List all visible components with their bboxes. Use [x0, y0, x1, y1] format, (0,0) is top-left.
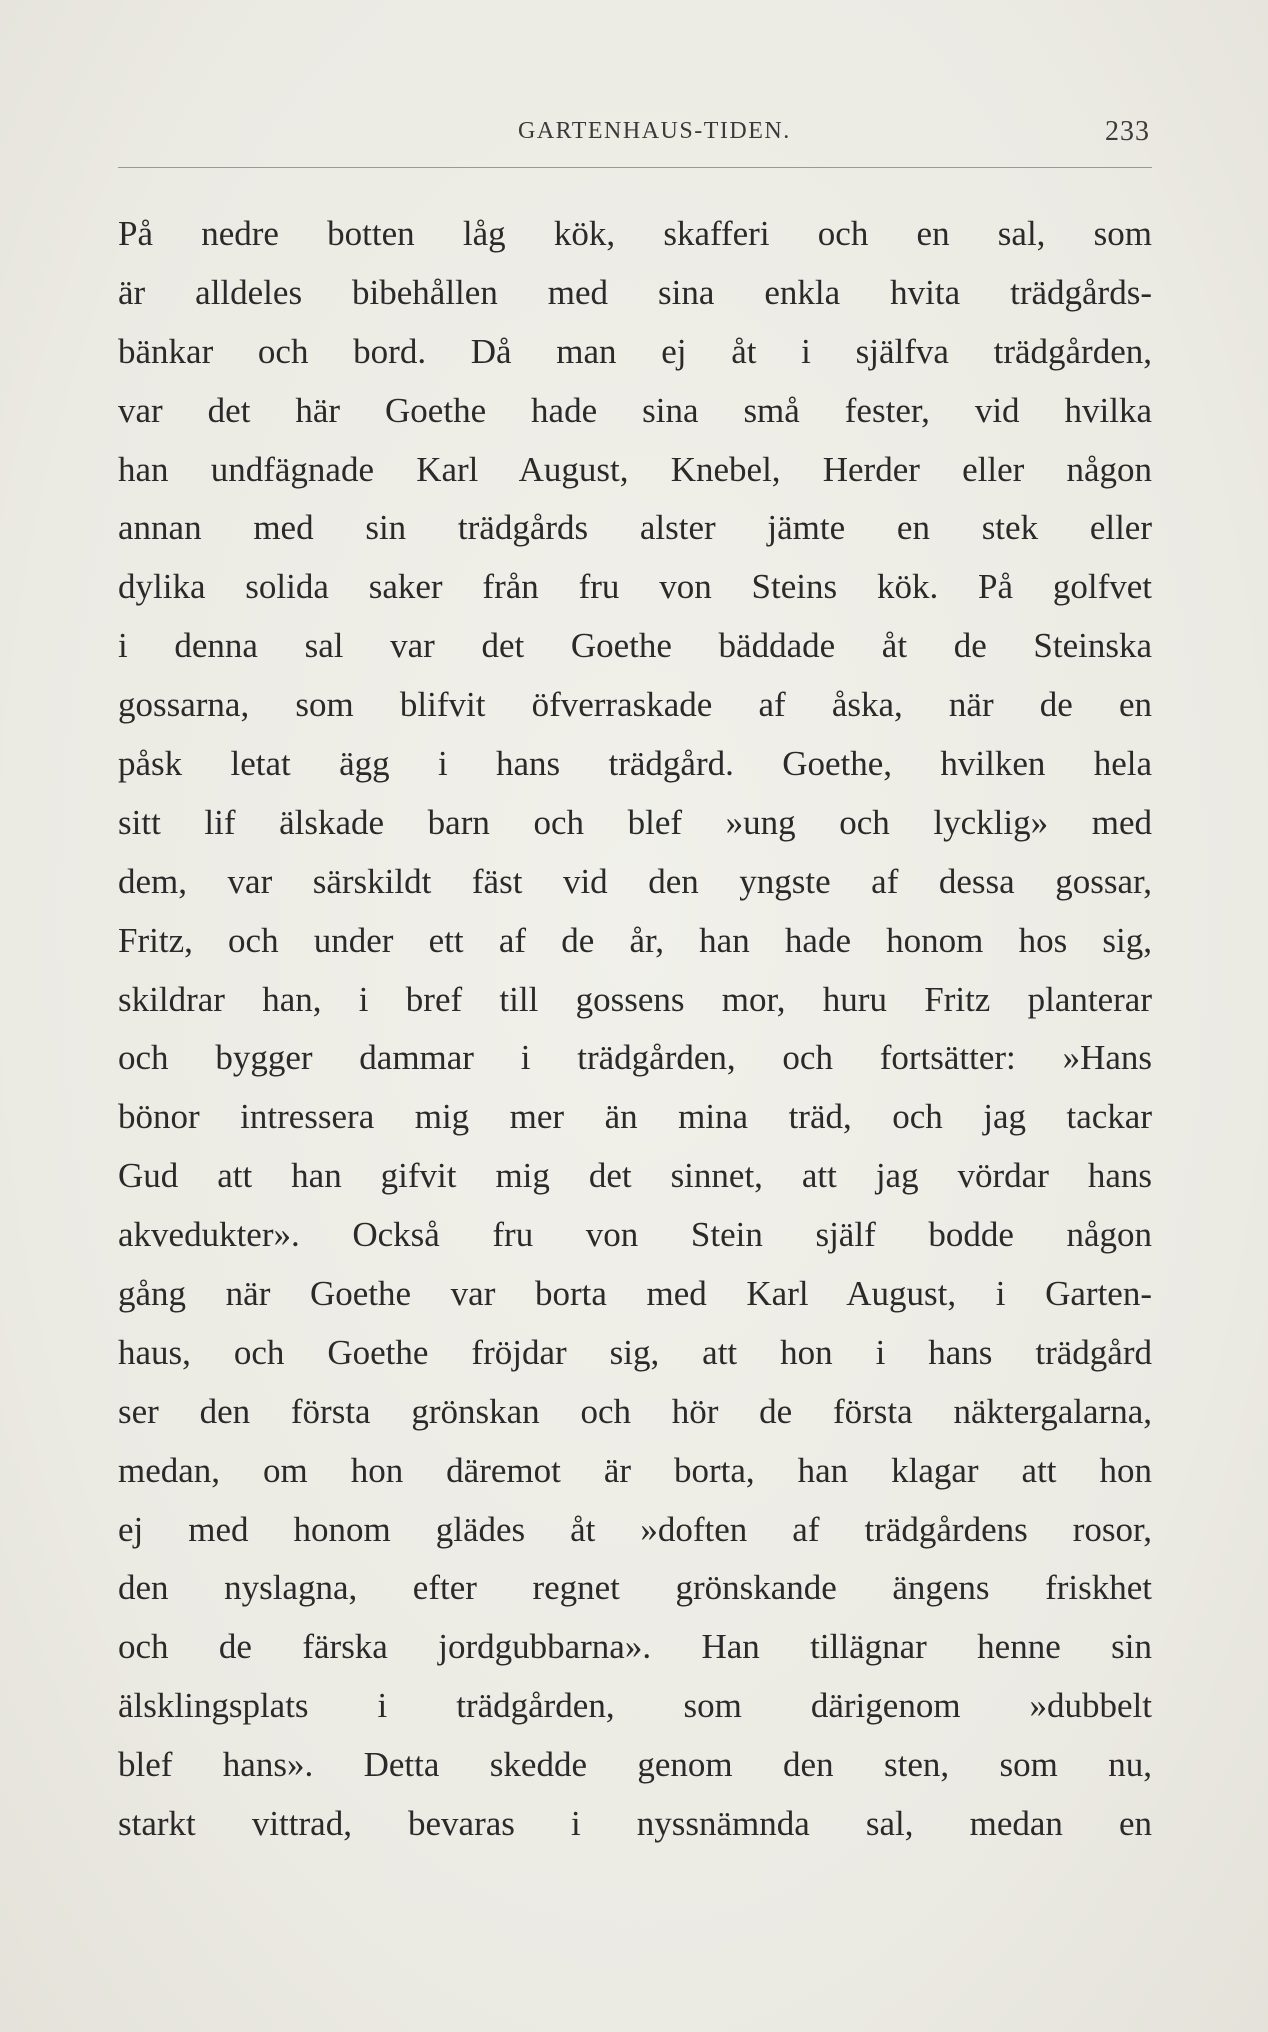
page-header: [118, 112, 1150, 152]
text-line: dem, var särskildt fäst vid den yngste af dessa gossar,: [118, 861, 1152, 901]
text-line: bänkar och bord. Då man ej åt i själfva trädgården,: [118, 331, 1152, 371]
text-line: Fritz, och under ett af de år, han hade honom hos sig,: [118, 920, 1152, 960]
header-rule: [118, 167, 1152, 168]
text-line: medan, om hon däremot är borta, han klagar att hon: [118, 1450, 1152, 1490]
text-line: Gud att han gifvit mig det sinnet, att jag vördar hans: [118, 1156, 1152, 1196]
text-line: annan med sin trädgårds alster jämte en stek eller: [118, 508, 1152, 548]
text-line: påsk letat ägg i hans trädgård. Goethe, hvilken hela: [118, 744, 1152, 784]
text-line: dylika solida saker från fru von Steins kök. På golfvet: [118, 567, 1152, 607]
body-text: [118, 205, 1152, 1854]
text-line: älsklingsplats i trädgården, som därigenom »dubbelt: [118, 1686, 1152, 1726]
text-line: och bygger dammar i trädgården, och fortsätter: »Hans: [118, 1038, 1152, 1078]
text-line: starkt vittrad, bevaras i nyssnämnda sal, medan en: [118, 1804, 1152, 1844]
text-line: ser den första grönskan och hör de första näktergalarna,: [118, 1391, 1152, 1431]
text-line: skildrar han, i bref till gossens mor, huru Fritz planterar: [118, 979, 1152, 1019]
text-line: På nedre botten låg kök, skafferi och en sal, som: [118, 214, 1152, 253]
text-line: är alldeles bibehållen med sina enkla hvita trädgårds-: [118, 272, 1152, 312]
text-line: sitt lif älskade barn och blef »ung och lycklig» med: [118, 802, 1152, 842]
text-line: akvedukter». Också fru von Stein själf bodde någon: [118, 1215, 1152, 1255]
text-line: gossarna, som blifvit öfverraskade af åska, när de en: [118, 685, 1152, 725]
text-line: var det här Goethe hade sina små fester, vid hvilka: [118, 390, 1152, 430]
text-line: haus, och Goethe fröjdar sig, att hon i hans trädgård: [118, 1332, 1152, 1372]
text-line: blef hans». Detta skedde genom den sten, som nu,: [118, 1745, 1152, 1785]
text-line: bönor intressera mig mer än mina träd, och jag tackar: [118, 1097, 1152, 1137]
text-line: i denna sal var det Goethe bäddade åt de Steinska: [118, 626, 1152, 666]
running-head: GARTENHAUS-TIDEN.: [518, 118, 791, 144]
text-line: den nyslagna, efter regnet grönskande ängens friskhet: [118, 1568, 1152, 1608]
text-line: ej med honom glädes åt »doften af trädgårdens rosor,: [118, 1509, 1152, 1549]
text-line: och de färska jordgubbarna». Han tillägnar henne sin: [118, 1627, 1152, 1667]
text-line: han undfägnade Karl August, Knebel, Herder eller någon: [118, 449, 1152, 489]
text-line: gång när Goethe var borta med Karl August, i Garten-: [118, 1274, 1152, 1314]
page-number: 233: [1105, 116, 1150, 147]
